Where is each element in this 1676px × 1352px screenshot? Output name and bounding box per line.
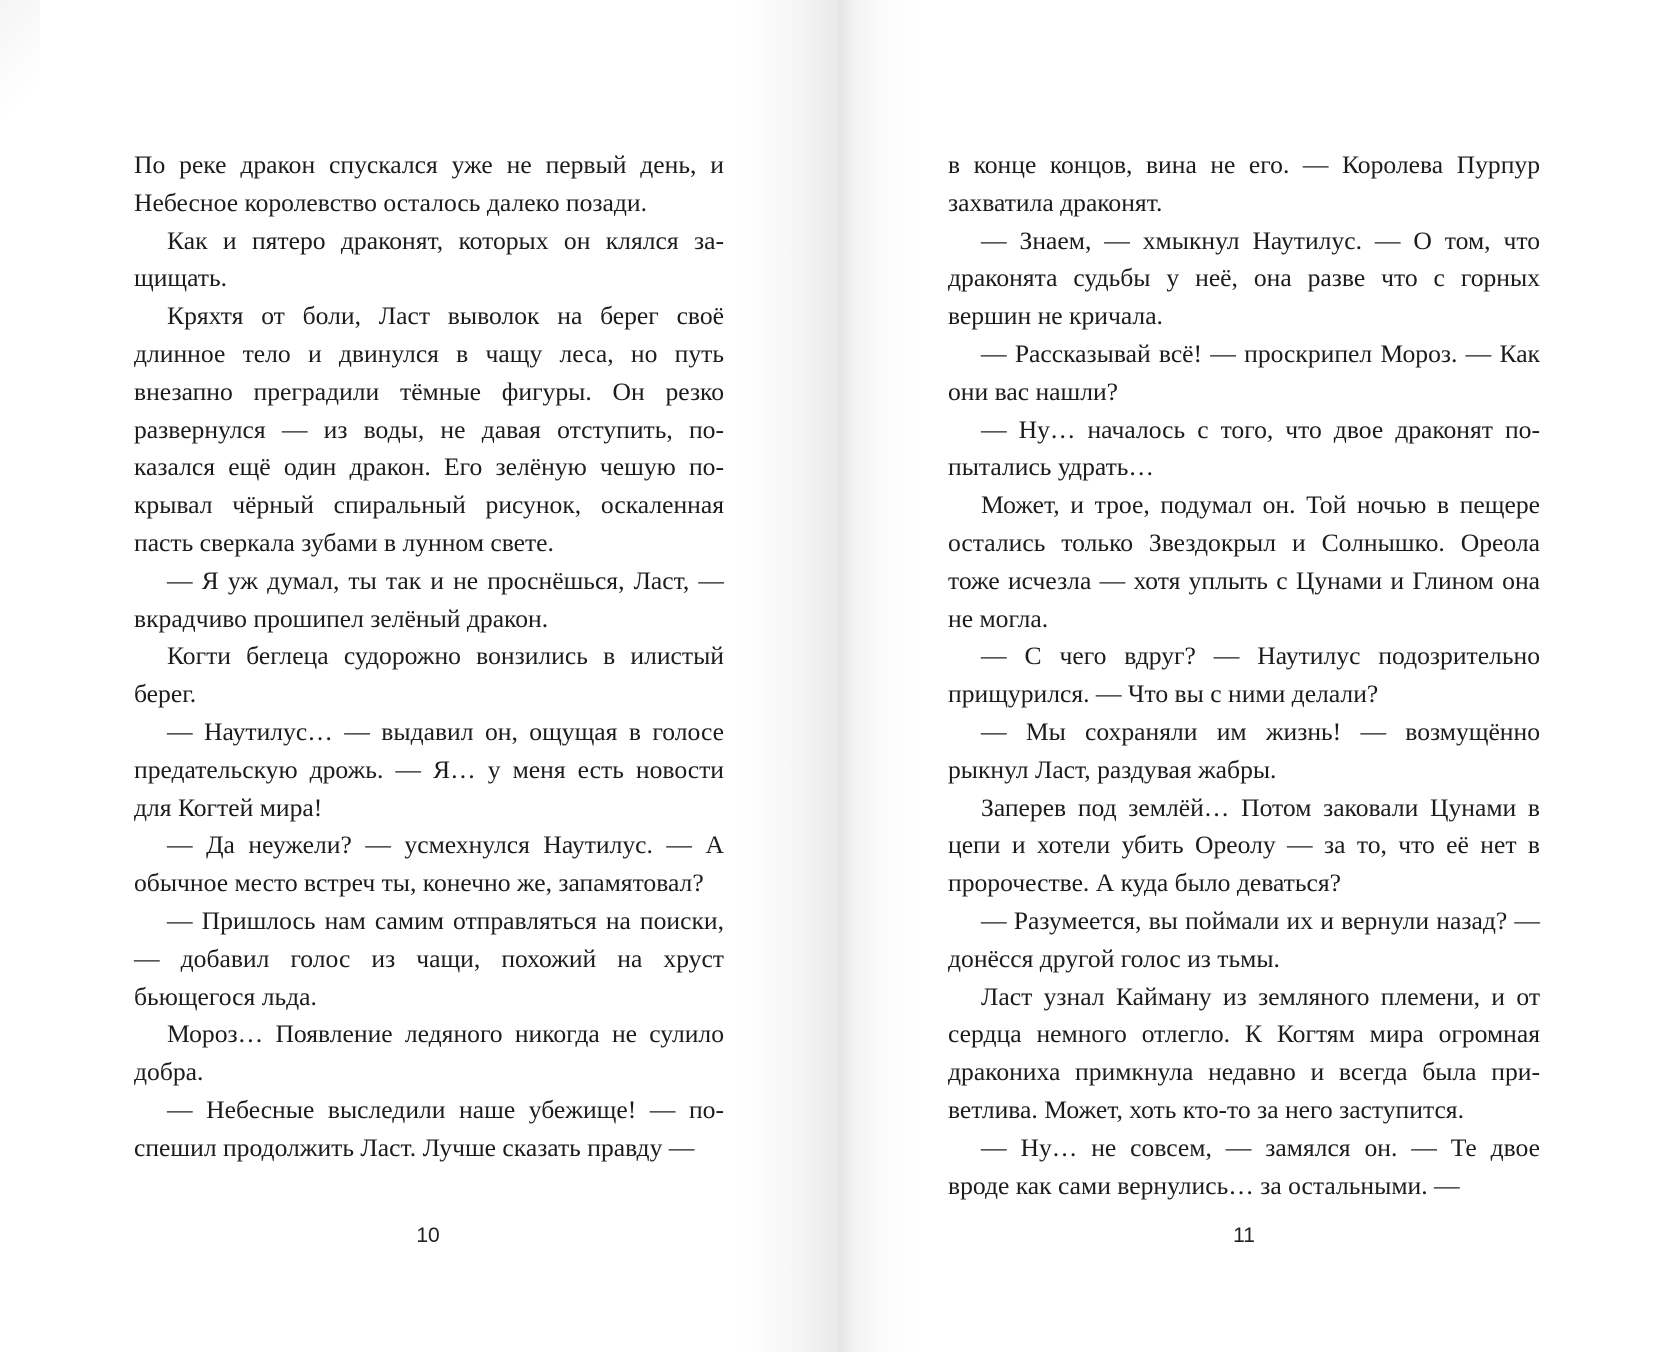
paragraph: Заперев под землёй… Потом заковали Цунами в цепи и хотели убить Ореолу — за то, что её нет в пророчестве. А куда было деваться? <box>948 792 1540 898</box>
paragraph: — Небесные выследили наше убежище! — поспешил продолжить Ласт. Лучше сказать правду — <box>134 1094 724 1162</box>
paragraph: Когти беглеца судорожно вонзились в илистый берег. <box>134 641 724 709</box>
page-corner-curl <box>0 0 40 140</box>
paragraph: — Наутилус… — выдавил он, ощущая в голосе предательскую дрожь. — Я… у меня есть новости для Когтей мира! <box>134 716 724 822</box>
page-number-right: 11 <box>1233 1224 1255 1247</box>
paragraph: Кряхтя от боли, Ласт выволок на берег своё длинное тело и двинулся в чащу леса, но путь внезапно преградили тёмные фигуры. Он резко развернулся — из воды, не давая отступить, показался ещё один дракон. Его зелёную чешую покрывал чёрный спиральный рисунок, оскаленная пасть сверкала зубами в лунном свете. <box>134 301 724 557</box>
paragraph: — Я уж думал, ты так и не проснёшься, Ласт, — вкрадчиво прошипел зелёный дракон. <box>134 565 724 633</box>
paragraph: — Рассказывай всё! — проскрипел Мороз. — Как они вас нашли? <box>948 338 1540 406</box>
paragraph: — Ну… началось с того, что двое драконят попытались удрать… <box>948 414 1540 482</box>
paragraph: в конце концов, вина не его. — Королева Пурпур захватила драконят. <box>948 150 1540 217</box>
paragraph: — Пришлось нам самим отправляться на поиски, — добавил голос из чащи, похожий на хруст бьющегося льда. <box>134 905 724 1011</box>
page-number-left: 10 <box>416 1224 440 1247</box>
paragraph: — Знаем, — хмыкнул Наутилус. — О том, что драконята судьбы у неё, она разве что с горных вершин не кричала. <box>948 225 1540 331</box>
paragraph: Ласт узнал Кайману из земляного племени, и от сердца немного отлегло. К Когтям мира огромная дракониха примкнула недавно и всегда была приветлива. Может, хоть кто-то за него заступится. <box>948 981 1540 1124</box>
paragraph: — Мы сохраняли им жизнь! — возмущённо рыкнул Ласт, раздувая жабры. <box>948 716 1540 784</box>
paragraph: — Ну… не совсем, — замялся он. — Те двое вроде как сами вернулись… за остальными. — <box>948 1132 1540 1200</box>
paragraph: Мороз… Появление ледяного никогда не сулило добра. <box>134 1019 724 1087</box>
paragraph: — Разумеется, вы поймали их и вернули назад? — донёсся другой голос из тьмы. <box>948 905 1540 973</box>
paragraph: По реке дракон спускался уже не первый день, и Небесное королевство осталось далеко позади. <box>134 150 724 217</box>
right-page-text <box>948 146 1540 1204</box>
left-page-text <box>134 146 724 1167</box>
paragraph: — Да неужели? — усмехнулся Наутилус. — А обычное место встреч ты, конечно же, запамятовал? <box>134 830 724 898</box>
paragraph: Как и пятеро драконят, которых он клялся защищать. <box>134 225 724 293</box>
right-page <box>838 0 1676 1352</box>
paragraph: Может, и трое, подумал он. Той ночью в пещере остались только Звездокрыл и Солнышко. Ореола тоже исчезла — хотя уплыть с Цунами и Глином она не могла. <box>948 490 1540 633</box>
paragraph: — С чего вдруг? — Наутилус подозрительно прищурился. — Что вы с ними делали? <box>948 641 1540 709</box>
